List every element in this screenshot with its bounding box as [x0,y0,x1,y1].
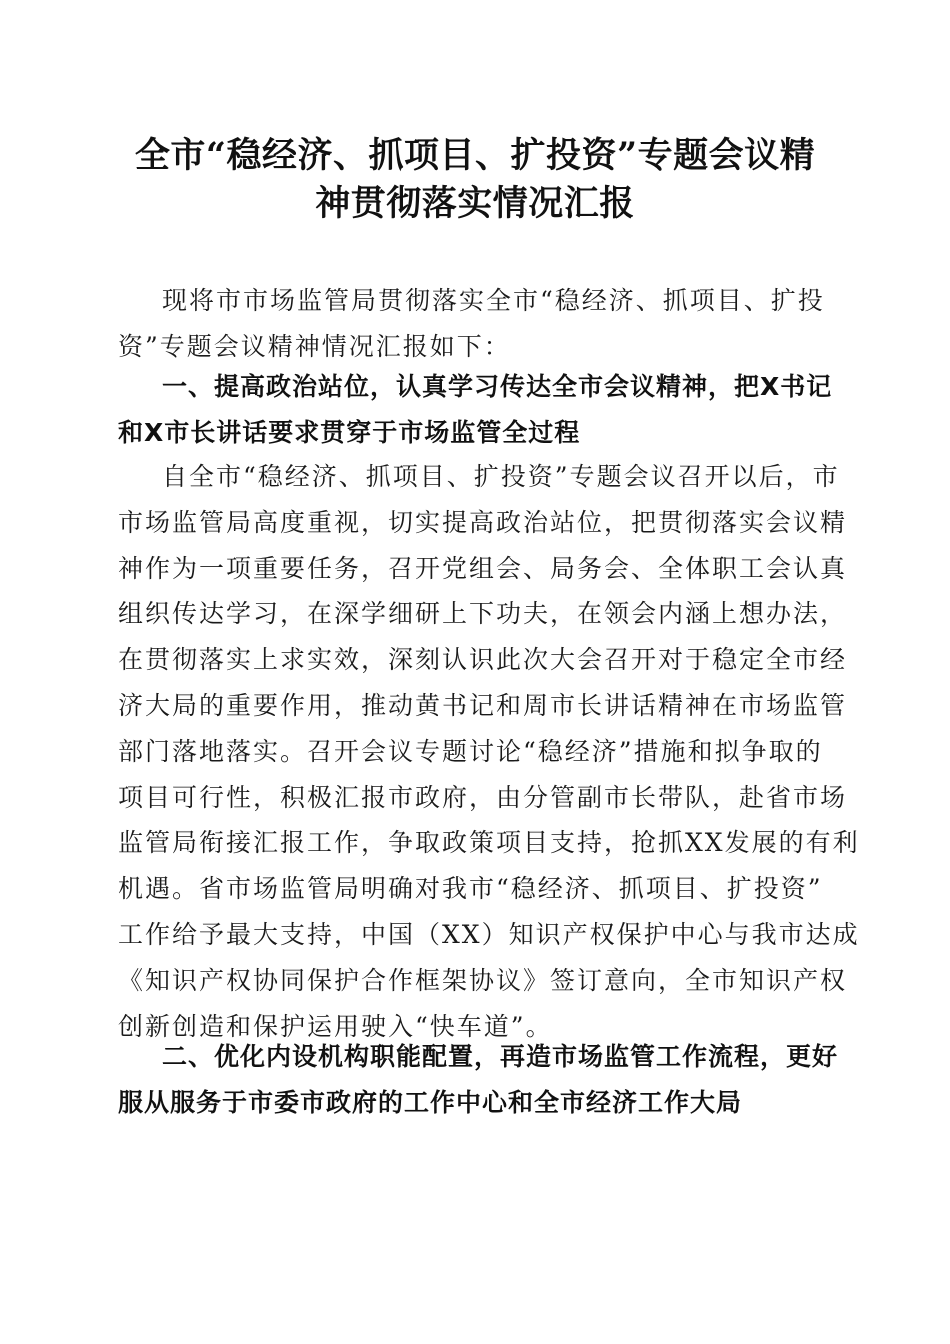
text-line: 部门落地落实。召开会议专题讨论“稳经济”措施和拟争取的 [118,736,823,766]
text-line: 机遇。省市场监管局明确对我市“稳经济、抓项目、扩投资” [118,874,823,904]
text-line: 工作给予最大支持，中国（XX）知识产权保护中心与我市达成 [118,919,860,949]
section-1-heading [118,364,833,455]
heading-line: 二、优化内设机构职能配置，再造市场监管工作流程，更好 [162,1042,839,1071]
text-line: 在贯彻落实上求实效，深刻认识此次大会召开对于稳定全市经 [118,645,848,675]
text-line: 市场监管局高度重视，切实提高政治站位，把贯彻落实会议精 [118,507,848,537]
heading-line: 服从服务于市委市政府的工作中心和全市经济工作大局 [118,1087,743,1117]
section-2-heading [118,1034,839,1125]
document-title [100,132,850,228]
text-line: 现将市市场监管局贯彻落实全市“稳经济、抓项目、扩投 [162,286,825,315]
text-line: 《知识产权协同保护合作框架协议》签订意向，全市知识产权 [118,965,848,995]
text-line: 神作为一项重要任务，召开党组会、局务会、全体职工会认真 [118,553,848,583]
text-line: 监管局衔接汇报工作，争取政策项目支持，抢抓XX发展的有利 [118,828,860,858]
heading-line: 和X市长讲话要求贯穿于市场监管全过程 [118,417,581,447]
text-line: 创新创造和保护运用驶入“快车道”。 [118,1011,553,1041]
title-line: 神贯彻落实情况汇报 [315,183,635,224]
heading-line: 一、提高政治站位，认真学习传达全市会议精神，把X书记 [162,372,833,401]
text-line: 项目可行性，积极汇报市政府，由分管副市长带队，赴省市场 [118,782,848,812]
text-line: 自全市“稳经济、抓项目、扩投资”专题会议召开以后，市 [162,462,840,491]
section-1-body [118,454,860,1049]
text-line: 资”专题会议精神情况汇报如下： [118,331,511,361]
text-line: 济大局的重要作用，推动黄书记和周市长讲话精神在市场监管 [118,690,848,720]
intro-paragraph [118,278,830,370]
text-line: 组织传达学习，在深学细研上下功夫，在领会内涵上想办法， [118,599,848,629]
title-line: 全市“稳经济、抓项目、扩投资”专题会议精 [134,135,816,176]
